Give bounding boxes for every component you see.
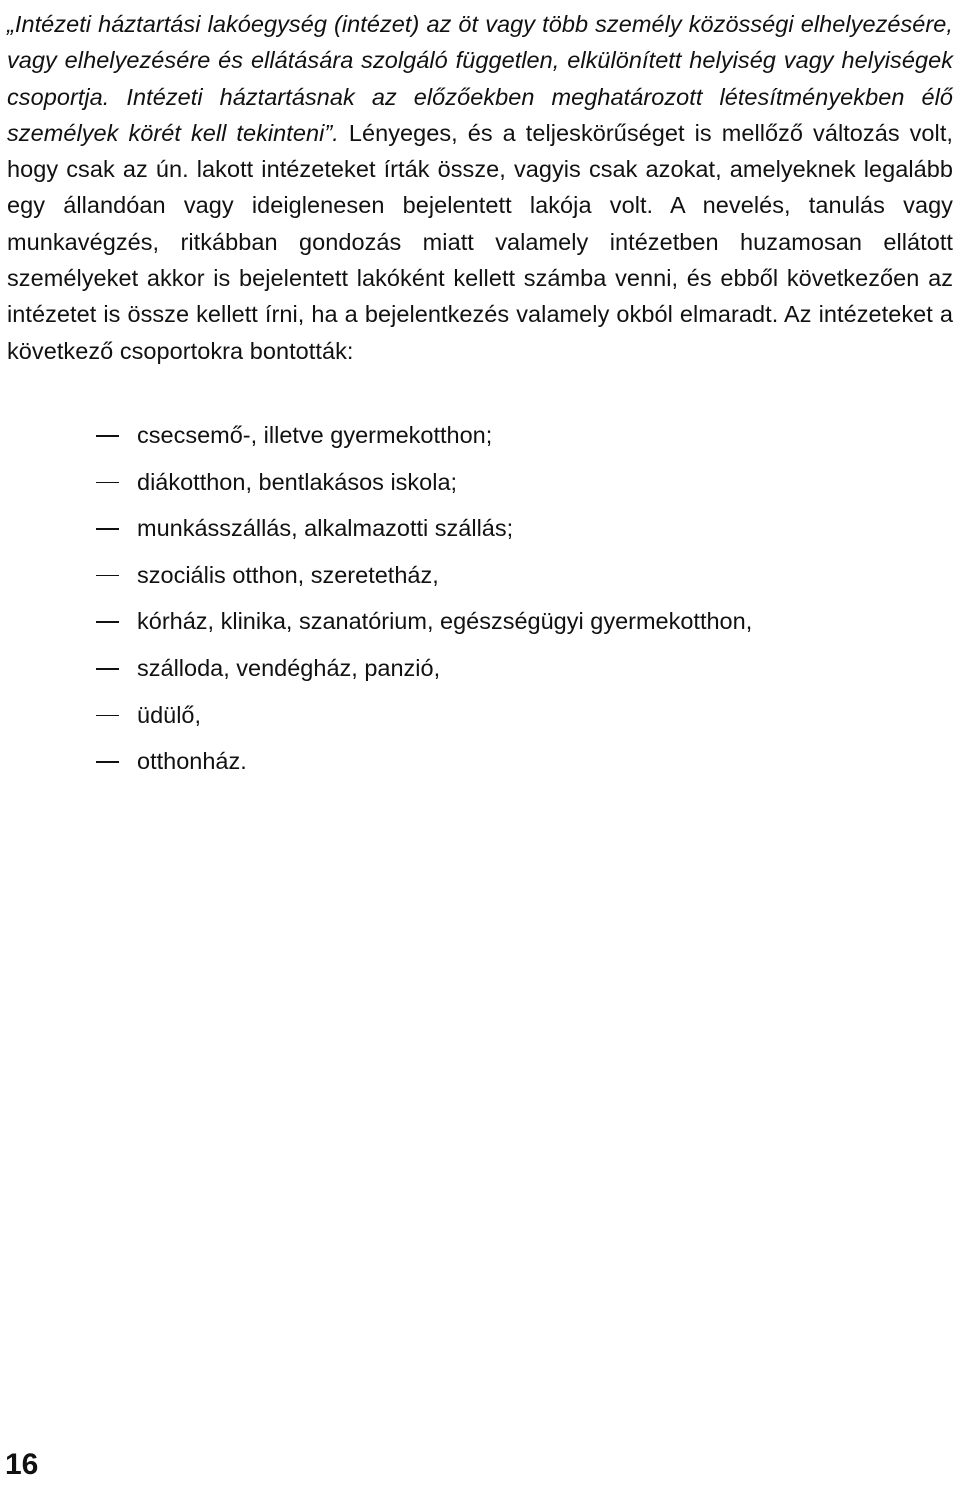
list-item [0, 505, 960, 552]
dash-bullet-icon [96, 482, 119, 484]
dash-bullet-icon [96, 528, 119, 530]
list-item-text: csecsemő-, illetve gyermekotthon; [137, 422, 493, 448]
list-item-text: szociális otthon, szeretetház, [137, 561, 439, 588]
dash-bullet-icon [96, 621, 119, 623]
paragraph-body-text: Lényeges, és a teljeskörűséget is mellőző változás volt, hogy csak az ún. lakott intézeteket írták össze, vagyis csak azokat, amelyeknek legalább egy állandóan vagy ideiglenesen bejelentett lakója volt. A nevelés, tanulás vagy munkavégzés, ritkábban gondozás miatt valamely intézetben huzamosan ellátott személyeket akkor is bejelentett lakóként kellett számba venni, és ebből következően az intézetet is össze kellett írni, ha a bejelentkezés valamely okból elmaradt. Az intézeteket a következő csoportokra bontották: [7, 119, 953, 364]
list-item [0, 738, 960, 785]
list-item [0, 692, 960, 739]
list-item-text: diákotthon, bentlakásos iskola; [137, 468, 458, 495]
quoted-definition: „Intézeti háztartási lakóegység (intézet) az öt vagy több személy közösségi elhelyezésére, vagy elhelyezésére és ellátására szolgáló független, elkülönített helyiség vagy helyiségek csoportja. Intézeti háztartásnak az előzőekben meghatározott létesítményekben élő személyek körét kell tekinteni”. [7, 11, 953, 146]
list-item-text: otthonház. [137, 748, 247, 775]
dash-bullet-icon [96, 761, 119, 763]
page-number: 16 [5, 1448, 39, 1481]
list-item-text: munkásszállás, alkalmazotti szállás; [137, 515, 514, 542]
list-item [0, 412, 960, 459]
list-item [0, 459, 960, 506]
institution-category-list [0, 412, 960, 785]
list-item-text: kórház, klinika, szanatórium, egészségügyi gyermekotthon, [137, 608, 753, 635]
dash-bullet-icon [96, 575, 119, 577]
list-item-text: szálloda, vendégház, panzió, [137, 654, 441, 681]
dash-bullet-icon [96, 715, 119, 717]
dash-bullet-icon [96, 668, 119, 670]
list-item [0, 645, 960, 692]
dash-bullet-icon [96, 435, 119, 437]
body-paragraph [7, 6, 953, 369]
list-item [0, 598, 960, 645]
list-item-text: üdülő, [137, 701, 202, 728]
list-item [0, 552, 960, 599]
